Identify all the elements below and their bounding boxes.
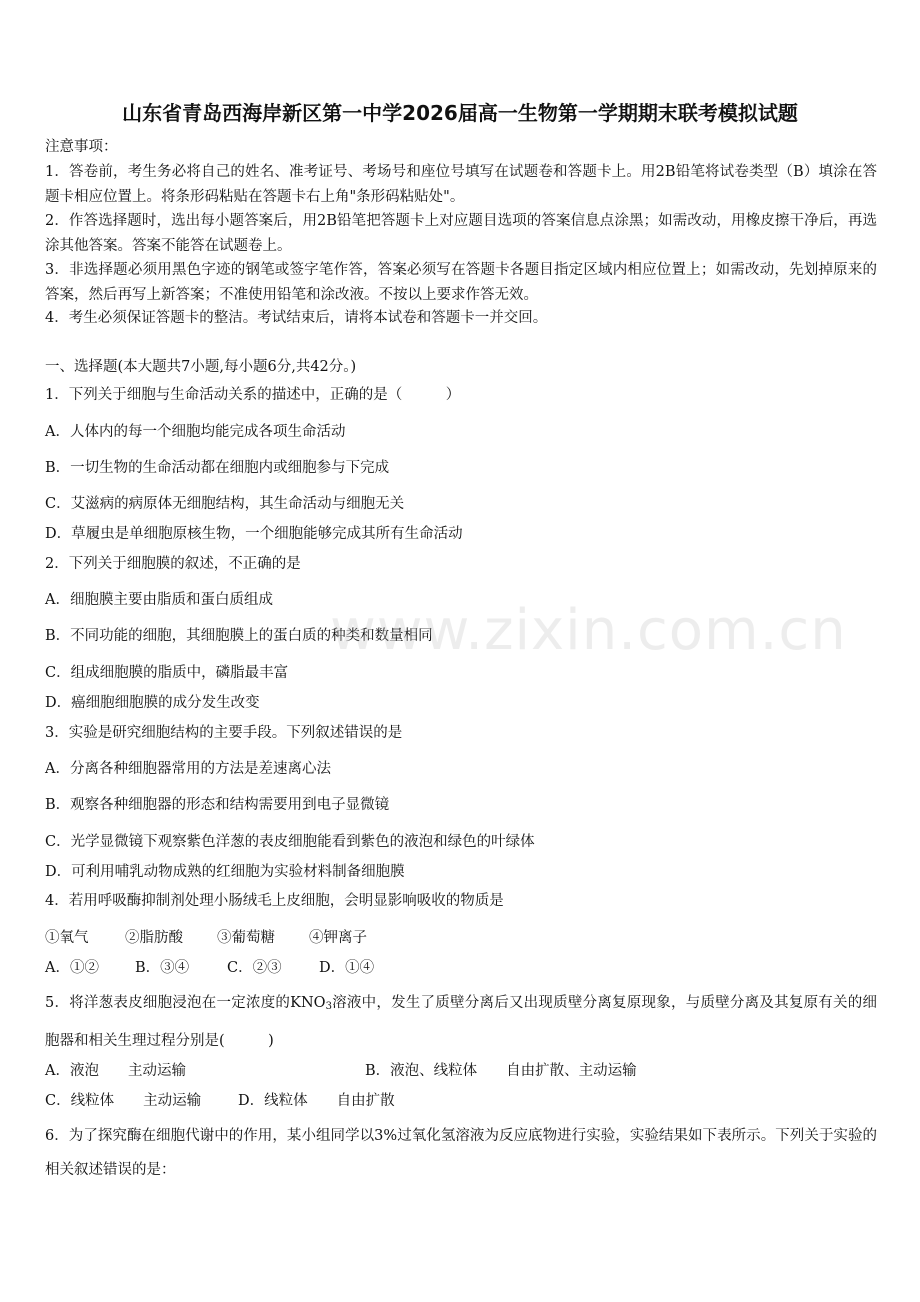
- question-5-options-cd: [45, 1091, 395, 1111]
- notice-item-2: 2．作答选择题时，选出每小题答案后，用2B铅笔把答题卡上对应题目选项的答案信息点涂黑；如需改动，用橡皮擦干净后，再选涂其他答案。答案不能答在试题卷上。: [45, 213, 877, 254]
- question-4-option-b: B．③④: [135, 960, 190, 976]
- question-4-item-2: ②脂肪酸: [125, 930, 183, 946]
- question-1-option-d: D．草履虫是单细胞原核生物，一个细胞能够完成其所有生命活动: [45, 526, 463, 542]
- question-2-option-a: A．细胞膜主要由脂质和蛋白质组成: [45, 592, 273, 608]
- question-1-option-a: A．人体内的每一个细胞均能完成各项生命活动: [45, 424, 346, 440]
- question-4-option-a: A．①②: [45, 960, 99, 976]
- question-2-stem: 2．下列关于细胞膜的叙述，不正确的是: [45, 556, 301, 572]
- notice-item-1: 1．答卷前，考生务必将自己的姓名、准考证号、考场号和座位号填写在试题卷和答题卡上。用2B铅笔将试卷类型（B）填涂在答题卡相应位置上。将条形码粘贴在答题卡右上角"条形码粘贴处"。: [45, 164, 877, 205]
- section-heading: 一、选择题(本大题共7小题,每小题6分,共42分。): [45, 359, 357, 375]
- question-2-option-c: C．组成细胞膜的脂质中，磷脂最丰富: [45, 665, 289, 681]
- notice-item-3: 3．非选择题必须用黑色字迹的钢笔或签字笔作答，答案必须写在答题卡各题目指定区域内相应位置上；如需改动，先划掉原来的答案，然后再写上新答案；不准使用铅笔和涂改液。不按以上要求作答无效。: [45, 262, 877, 303]
- question-5-option-b: B．液泡、线粒体 自由扩散、主动运输: [365, 1063, 637, 1079]
- question-3-option-c: C．光学显微镜下观察紫色洋葱的表皮细胞能看到紫色的液泡和绿色的叶绿体: [45, 834, 535, 850]
- question-4-items: [45, 928, 367, 948]
- question-3-stem: 3．实验是研究细胞结构的主要手段。下列叙述错误的是: [45, 725, 403, 741]
- page-title: 山东省青岛西海岸新区第一中学2026届高一生物第一学期期末联考模拟试题: [122, 101, 798, 125]
- watermark: www.zixin.com.cn: [330, 598, 847, 663]
- question-4-stem: 4．若用呼吸酶抑制剂处理小肠绒毛上皮细胞，会明显影响吸收的物质是: [45, 893, 504, 909]
- question-4-item-3: ③葡萄糖: [217, 930, 275, 946]
- question-1-option-b: B．一切生物的生命活动都在细胞内或细胞参与下完成: [45, 460, 390, 476]
- question-4-item-1: ①氧气: [45, 930, 89, 946]
- question-4-option-c: C．②③: [227, 960, 282, 976]
- question-5-option-d: D．线粒体 自由扩散: [238, 1093, 395, 1109]
- question-2-option-b: B．不同功能的细胞，其细胞膜上的蛋白质的种类和数量相同: [45, 628, 433, 644]
- question-4-options: [45, 958, 374, 978]
- question-1-option-c: C．艾滋病的病原体无细胞结构，其生命活动与细胞无关: [45, 496, 405, 512]
- question-5-option-c: C．线粒体 主动运输: [45, 1093, 202, 1109]
- question-5-stem-post: 溶液中，发生了质壁分离后又出现质壁分离复原现象，与质壁分离及其复原有关的细胞器和相关生理过程分别是( ): [45, 995, 877, 1049]
- question-3-option-b: B．观察各种细胞器的形态和结构需要用到电子显微镜: [45, 797, 390, 813]
- question-6-stem: 6．为了探究酶在细胞代谢中的作用，某小组同学以3%过氧化氢溶液为反应底物进行实验，实验结果如下表所示。下列关于实验的相关叙述错误的是：: [45, 1128, 877, 1178]
- question-1-stem: 1．下列关于细胞与生命活动关系的描述中，正确的是（ ）: [45, 387, 461, 403]
- notice-heading: 注意事项：: [45, 139, 118, 155]
- question-2-option-d: D．癌细胞细胞膜的成分发生改变: [45, 695, 260, 711]
- question-5-stem-subscript: 3: [325, 1001, 332, 1012]
- question-3-option-a: A．分离各种细胞器常用的方法是差速离心法: [45, 761, 331, 777]
- question-5-option-a: A．液泡 主动运输: [45, 1063, 186, 1079]
- question-4-option-d: D．①④: [319, 960, 375, 976]
- question-5-stem-pre: 5．将洋葱表皮细胞浸泡在一定浓度的KNO: [45, 995, 326, 1011]
- question-5-stem: [45, 986, 877, 1059]
- question-4-item-4: ④钾离子: [309, 930, 367, 946]
- notice-item-4: 4．考生必须保证答题卡的整洁。考试结束后，请将本试卷和答题卡一并交回。: [45, 310, 548, 326]
- question-3-option-d: D．可利用哺乳动物成熟的红细胞为实验材料制备细胞膜: [45, 864, 405, 880]
